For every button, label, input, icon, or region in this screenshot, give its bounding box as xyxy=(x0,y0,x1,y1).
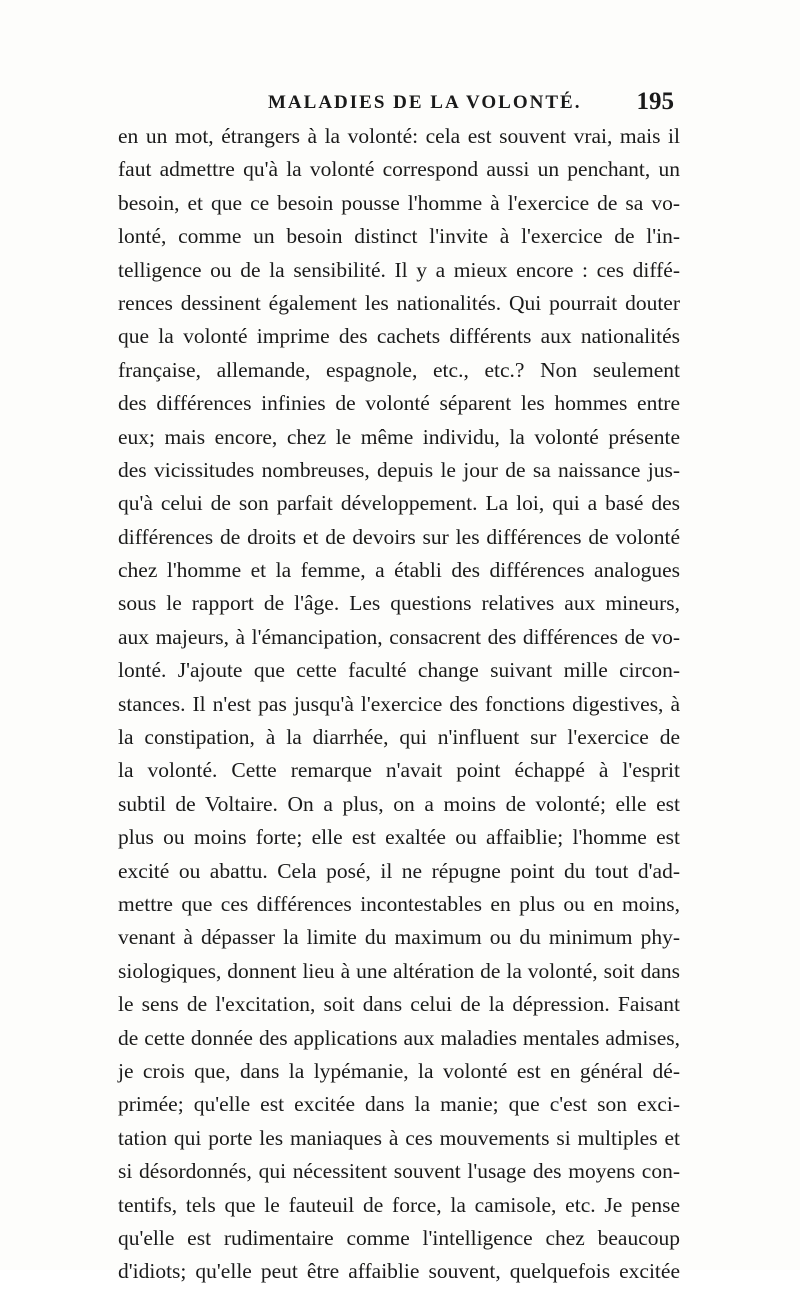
text-line: lonté. J'ajoute que cette faculté change suivant mille circon- xyxy=(118,658,680,683)
text-line: plus ou moins forte; elle est exaltée ou affaiblie; l'homme est xyxy=(118,825,680,850)
text-line: venant à dépasser la limite du maximum ou du minimum phy- xyxy=(118,925,680,950)
text-line: qu'à celui de son parfait développement. La loi, qui a basé des xyxy=(118,491,680,516)
running-title: MALADIES DE LA VOLONTÉ. xyxy=(268,92,582,113)
text-line: stances. Il n'est pas jusqu'à l'exercice des fonctions digestives, à xyxy=(118,691,680,716)
text-line: française, allemande, espagnole, etc., etc.? Non seulement xyxy=(118,357,680,382)
text-line: aux majeurs, à l'émancipation, consacrent des différences de vo- xyxy=(118,624,680,649)
text-line: subtil de Voltaire. On a plus, on a moins de volonté; elle est xyxy=(118,791,680,816)
text-line: rences dessinent également les nationalités. Qui pourrait douter xyxy=(118,290,680,315)
text-line: excité ou abattu. Cela posé, il ne répugne point du tout d'ad- xyxy=(118,858,680,883)
running-head xyxy=(118,88,680,124)
text-line: différences de droits et de devoirs sur les différences de volonté xyxy=(118,524,680,549)
text-line: tation qui porte les maniaques à ces mouvements si multiples et xyxy=(118,1125,680,1150)
text-line: qu'elle est rudimentaire comme l'intelligence chez beaucoup xyxy=(118,1225,680,1250)
text-line: telligence ou de la sensibilité. Il y a mieux encore : ces diffé- xyxy=(118,257,680,282)
text-line: le sens de l'excitation, soit dans celui de la dépression. Faisant xyxy=(118,992,680,1017)
text-line: siologiques, donnent lieu à une altération de la volonté, soit dans xyxy=(118,958,680,983)
text-line: la constipation, à la diarrhée, qui n'influent sur l'exercice de xyxy=(118,725,680,750)
text-line: des différences infinies de volonté séparent les hommes entre xyxy=(118,391,680,416)
text-line: de cette donnée des applications aux maladies mentales admises, xyxy=(118,1025,680,1050)
text-line: eux; mais encore, chez le même individu, la volonté présente xyxy=(118,424,680,449)
text-line: mettre que ces différences incontestables en plus ou en moins, xyxy=(118,891,680,916)
text-line: tentifs, tels que le fauteuil de force, la camisole, etc. Je pense xyxy=(118,1192,680,1217)
text-line: si désordonnés, qui nécessitent souvent l'usage des moyens con- xyxy=(118,1159,680,1184)
body-text xyxy=(118,120,680,1289)
text-line: lonté, comme un besoin distinct l'invite à l'exercice de l'in- xyxy=(118,224,680,249)
text-line: sous le rapport de l'âge. Les questions relatives aux mineurs, xyxy=(118,591,680,616)
text-line: besoin, et que ce besoin pousse l'homme à l'exercice de sa vo- xyxy=(118,190,680,215)
text-line: d'idiots; qu'elle peut être affaiblie souvent, quelquefois excitée xyxy=(118,1259,680,1284)
text-line: faut admettre qu'à la volonté correspond aussi un penchant, un xyxy=(118,157,680,182)
text-line: la volonté. Cette remarque n'avait point échappé à l'esprit xyxy=(118,758,680,783)
text-line: primée; qu'elle est excitée dans la manie; que c'est son exci- xyxy=(118,1092,680,1117)
text-line: chez l'homme et la femme, a établi des différences analogues xyxy=(118,558,680,583)
text-line: des vicissitudes nombreuses, depuis le jour de sa naissance jus- xyxy=(118,457,680,482)
text-line: en un mot, étrangers à la volonté: cela est souvent vrai, mais il xyxy=(118,124,680,148)
text-line: que la volonté imprime des cachets différents aux nationalités xyxy=(118,324,680,349)
page-number: 195 xyxy=(636,88,674,115)
text-line: je crois que, dans la lypémanie, la volonté est en général dé- xyxy=(118,1058,680,1083)
